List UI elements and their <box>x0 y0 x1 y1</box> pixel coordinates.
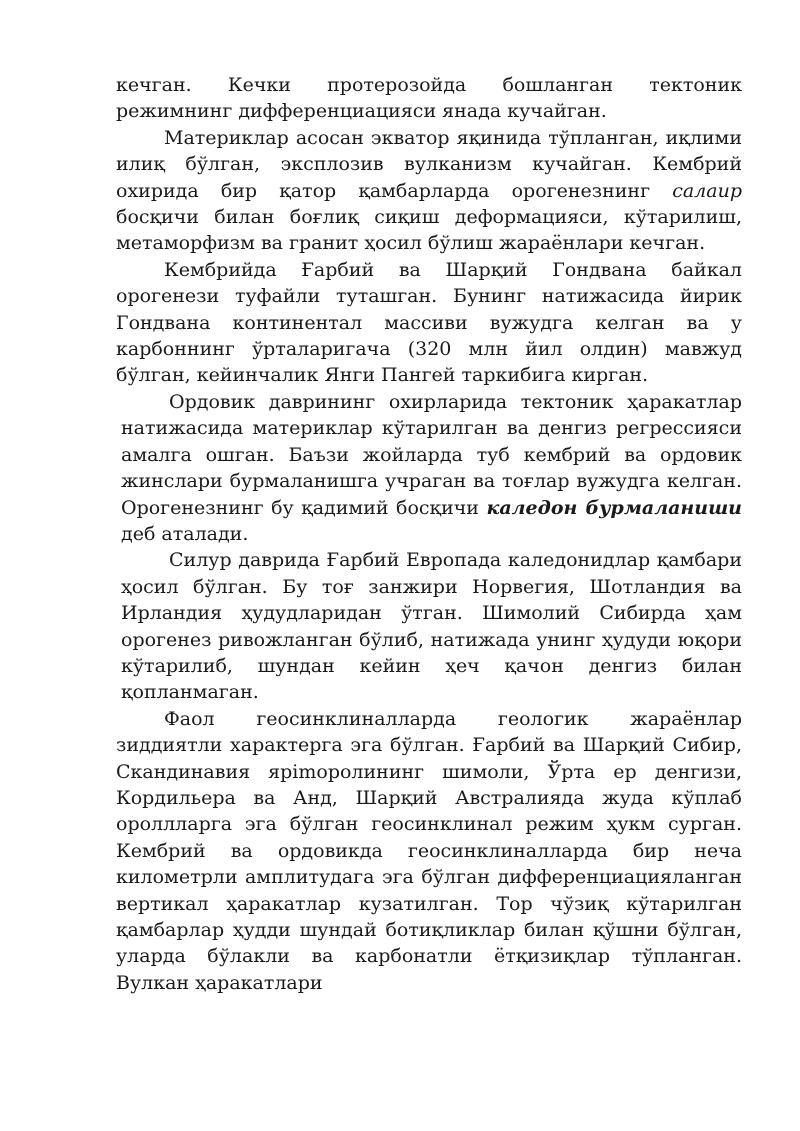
paragraph-text: Материклар асосан экватор яқинида тўпланган, иқлими илиқ бўлган, эксплозив вулканизм кучайган. Кембрий охирида бир қатор қамбарларда орогенезнинг <box>116 126 742 202</box>
paragraph-text: деб аталади. <box>121 522 249 545</box>
paragraph-materiklar <box>116 125 742 257</box>
emphasized-term: каледон бурмаланиши <box>486 496 742 519</box>
paragraph-kembriy: Кембрийда Ғарбий ва Шарқий Гондвана байкал орогенези туфайли туташган. Бунинг натижасида йирик Гондвана континентал массиви вужудга келган ва у карбоннинг ўрталаригача (320 млн йил олдин) мавжуд бўлган, кейинчалик Янги Пангей таркибига кирган. <box>116 258 742 387</box>
paragraph-faol: Фаол геосинклиналларда геологик жараёнлар зиддиятли характерга эга бўлган. Ғарбий ва Шарқий Сибир, Скандинавия ярimoролининг шимоли, Ўрта ер денгизи, Кордильера ва Анд, Шарқий Австралияда жуда кўплаб ороллларга эга бўлган геосинклинал режим ҳукм сурган. Кембрий ва ордовикда геосинклиналларда бир неча километрли амплитудага эга бўлган дифференциацияланган вертикал ҳаракатлар кузатилган. Тор чўзиқ кўтарилган қамбарлар ҳудди шундай ботиқликлар билан қўшни бўлган, уларда бўлакли ва карбонатли ётқизиқлар тўпланган. Вулкан ҳаракатлари <box>116 707 742 994</box>
document-page <box>116 72 742 996</box>
paragraph-text: Ордовик даврининг охирларида тектоник ҳаракатлар натижасида материклар кўтарилган ва денгиз регрессияси амалга ошган. Баъзи жойларда туб кембрий ва ордовик жинслари бурмаланишга учраган ва тоғлар вужудга келган. Орогенезнинг бу қадимий босқичи <box>121 390 742 519</box>
paragraph-ordovik <box>116 389 742 547</box>
paragraph-silur: Силур даврида Ғарбий Европада каледонидлар қамбари ҳосил бўлган. Бу тоғ занжири Норвегия, Шотландия ва Ирландия ҳудудларидан ўтган. Шимолий Сибирда ҳам орогенез ривожланган бўлиб, натижада унинг ҳудуди юқори кўтарилиб, шундан кейин ҳеч қачон денгиз билан қопланмаган. <box>121 549 742 704</box>
paragraph-continuation: кечган. Кечки протерозойда бошланган тектоник режимнинг дифференциацияси янада кучайган. <box>116 74 742 123</box>
emphasized-term: салаир <box>672 179 742 202</box>
paragraph-text: босқичи билан боғлиқ сиқиш деформацияси, кўтарилиш, метаморфизм ва гранит ҳосил бўлиш жараёнлари кечган. <box>116 206 742 255</box>
